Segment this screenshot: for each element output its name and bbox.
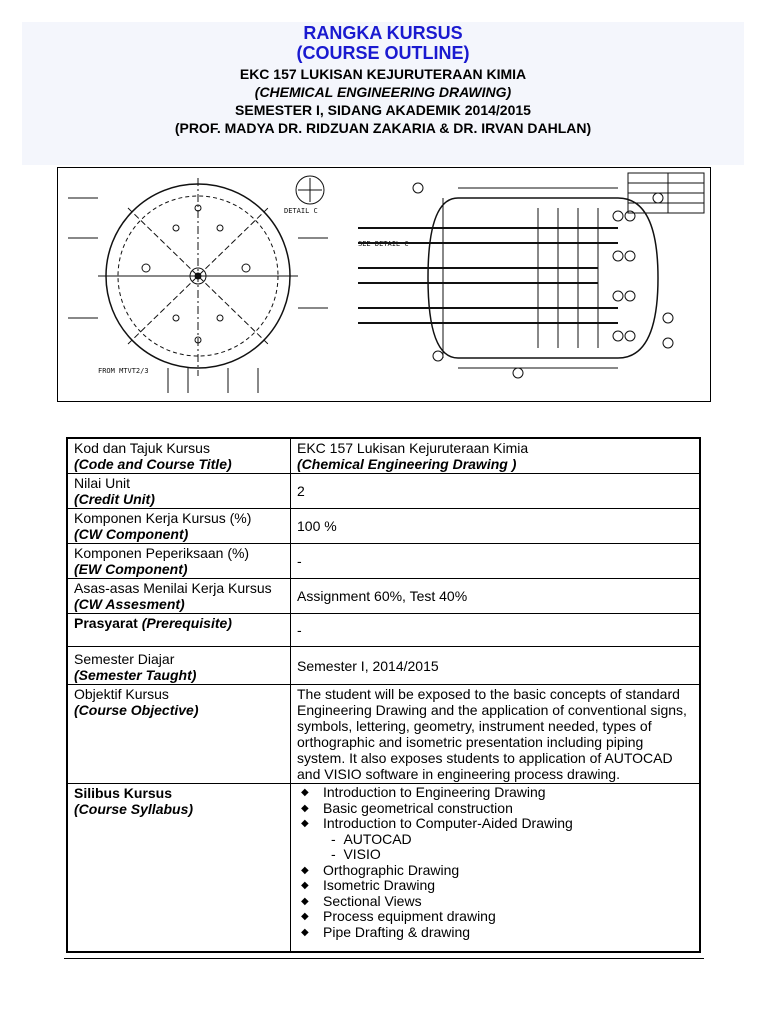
bullet-icon: ◆: [301, 787, 309, 798]
engineering-drawing-image: [57, 167, 711, 402]
code-label-en: (Code and Course Title): [74, 456, 232, 472]
dash-bullet: -: [331, 830, 336, 847]
list-item: ◆ Process equipment drawing: [301, 908, 496, 924]
table-row-credit: [67, 474, 700, 509]
drawing-svg: [58, 168, 710, 401]
table-row-prereq: [67, 614, 700, 647]
list-item: ◆ Isometric Drawing: [301, 877, 436, 893]
syllabus-label-en: (Course Syllabus): [74, 801, 194, 817]
semester-line: SEMESTER I, SIDANG AKADEMIK 2014/2015: [235, 102, 531, 118]
objective-label-en: (Course Objective): [74, 702, 199, 718]
course-line: EKC 157 LUKISAN KEJURUTERAAN KIMIA: [239, 66, 527, 82]
detail-c-label: DETAIL C: [284, 207, 318, 215]
syllabus-list: [297, 785, 693, 940]
cw-label: Komponen Kerja Kursus (%): [74, 510, 252, 526]
list-item: ◆ Basic geometrical construction: [301, 799, 513, 816]
title-line-1: RANGKA KURSUS: [303, 23, 463, 43]
see-detail-label: SEE DETAIL C: [358, 240, 409, 248]
ew-label: Komponen Peperiksaan (%): [74, 545, 250, 561]
cw-value: 100 %: [297, 518, 337, 534]
prereq-value: -: [297, 622, 302, 638]
bullet-icon: ◆: [301, 895, 309, 907]
list-item: ◆ Pipe Drafting & drawing: [301, 923, 471, 940]
bullet-icon: ◆: [301, 880, 309, 891]
syllabus-label: Silibus Kursus: [74, 785, 173, 801]
title-line-2: (COURSE OUTLINE): [296, 43, 470, 63]
bullet-icon: ◆: [301, 926, 309, 938]
list-subitem: - VISIO: [331, 846, 381, 862]
dash-bullet: -: [331, 846, 336, 862]
list-item: ◆ Introduction to Computer-Aided Drawing: [301, 815, 573, 831]
table-row-cw: [67, 509, 700, 544]
prereq-label-en: (Prerequisite): [141, 615, 232, 631]
code-label: Kod dan Tajuk Kursus: [74, 440, 210, 456]
cw-label-en: (CW Component): [74, 526, 189, 542]
list-item: ◆ Introduction to Engineering Drawing: [301, 784, 546, 800]
semester-label: Semester Diajar: [74, 651, 175, 667]
bullet-icon: ◆: [301, 864, 309, 876]
code-value-en: (Chemical Engineering Drawing ): [297, 456, 517, 472]
list-subitem: - AUTOCAD: [331, 830, 412, 847]
assess-value: Assignment 60%, Test 40%: [297, 588, 468, 604]
course-outline-header: [22, 22, 744, 165]
credit-label: Nilai Unit: [74, 475, 131, 491]
credit-label-en: (Credit Unit): [74, 491, 155, 507]
code-value: EKC 157 Lukisan Kejuruteraan Kimia: [297, 440, 529, 456]
table-row-syllabus: [67, 784, 700, 953]
table-row-assessment: [67, 579, 700, 614]
table-row-semester: [67, 647, 700, 685]
ew-label-en: (EW Component): [74, 561, 188, 577]
prereq-label: Prasyarat: [74, 615, 138, 631]
table-row-objective: [67, 685, 700, 784]
bullet-icon: ◆: [301, 911, 309, 922]
semester-label-en: (Semester Taught): [74, 667, 197, 683]
list-item: ◆ Orthographic Drawing: [301, 861, 460, 878]
from-label: FROM MTVT2/3: [98, 367, 149, 375]
table-row-ew: [67, 544, 700, 579]
semester-value: Semester I, 2014/2015: [297, 657, 439, 674]
assess-label: Asas-asas Menilai Kerja Kursus: [74, 580, 272, 596]
list-item: ◆ Sectional Views: [301, 892, 422, 909]
bottom-rule: [64, 958, 704, 959]
assess-label-en: (CW Assesment): [74, 596, 185, 612]
course-info-table: [66, 437, 701, 953]
course-line-en: (CHEMICAL ENGINEERING DRAWING): [254, 84, 512, 100]
credit-value: 2: [297, 483, 305, 499]
objective-label: Objektif Kursus: [74, 686, 169, 702]
bullet-icon: ◆: [301, 818, 309, 829]
ew-value: -: [297, 553, 302, 569]
bullet-icon: ◆: [301, 802, 309, 814]
lecturers-line: (PROF. MADYA DR. RIDZUAN ZAKARIA & DR. IRVAN DAHLAN): [174, 120, 592, 136]
table-row-code: [67, 438, 700, 474]
objective-text: The student will be exposed to the basic concepts of standard Engineering Drawing and the application of conventional signs, symbols, lettering, geometry, instrument needed, types of orthographic and isometric presentation including piping system. It also exposes students to application of AUTOCAD and VISIO software in engineering process drawing.: [297, 686, 687, 782]
